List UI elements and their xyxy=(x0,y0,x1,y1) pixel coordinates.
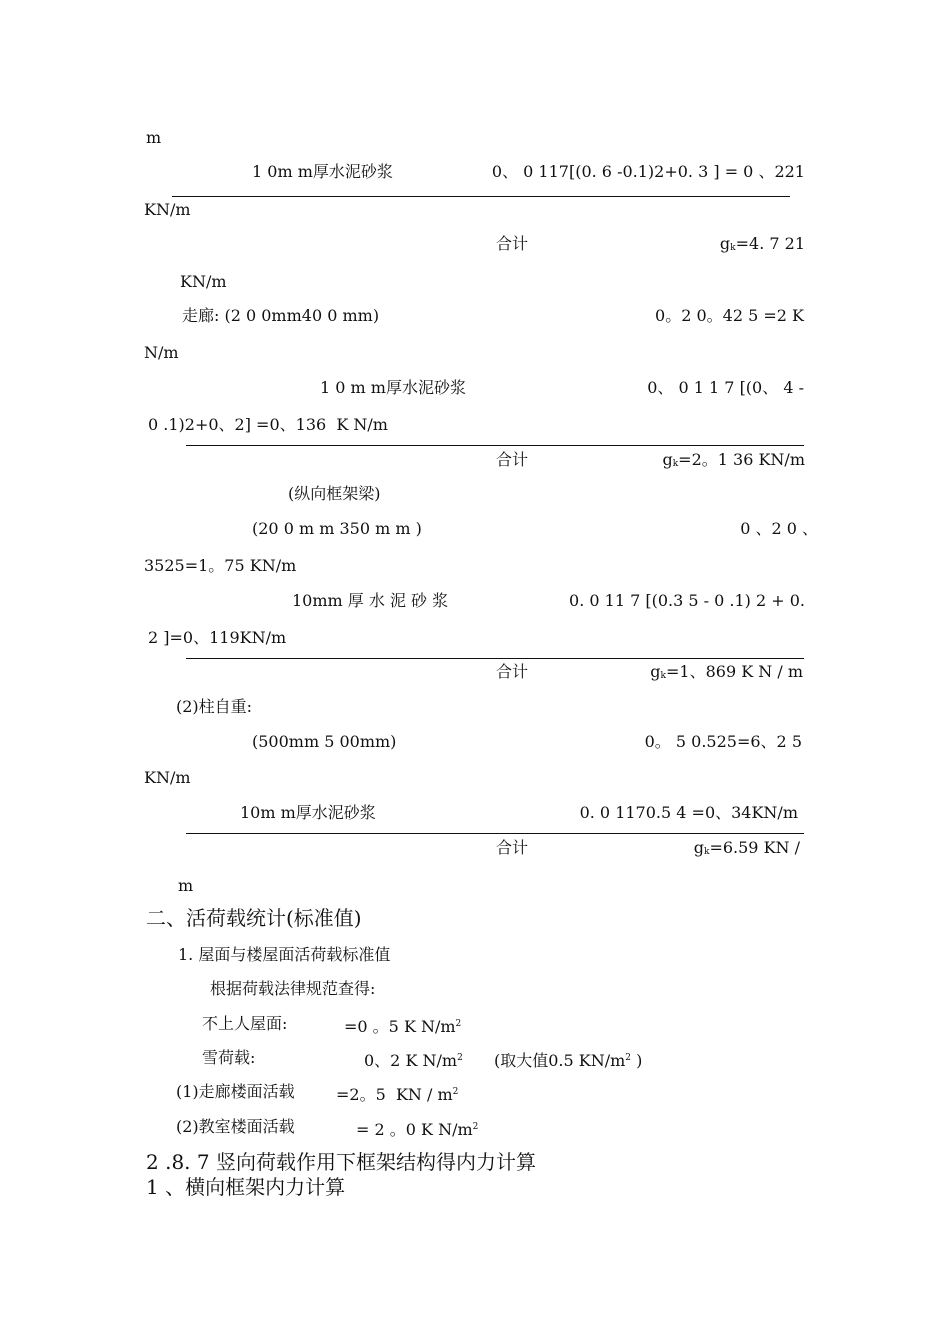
text-line: 2 ]=0、119KN/m xyxy=(148,628,287,647)
total-value: $g_k=1$、869 K N / m xyxy=(650,662,803,681)
section-heading: 二、活荷载统计(标准值) xyxy=(146,906,362,930)
text-line: 1. 屋面与楼屋面活荷载标准值 xyxy=(178,945,391,964)
text-line: (2)柱自重: xyxy=(176,697,253,716)
total-value: $g_k=6.59$ KN / xyxy=(693,838,800,857)
text-line: 雪荷载: xyxy=(202,1048,256,1067)
total-label: 合计 xyxy=(496,838,529,857)
text-line: (1)走廊楼面活载 xyxy=(176,1082,295,1101)
text-line: 1 0 m m厚水泥砂浆 xyxy=(320,378,466,397)
text-line: 0。2 0。42 5 =2 K xyxy=(655,306,804,325)
divider-line xyxy=(186,833,804,834)
text-line: 10mm 厚 水 泥 砂 浆 xyxy=(292,591,449,610)
text-line: =2。5 KN / $m^2$ xyxy=(336,1085,459,1104)
text-line: 0. 0 11 7 [(0.3 5 - 0 .1) 2 + 0. xyxy=(569,591,805,610)
text-line: 1 0m m厚水泥砂浆 xyxy=(252,162,393,181)
text-line: (纵向框架梁) xyxy=(288,484,381,503)
text-line: (500mm 5 00mm) xyxy=(252,732,397,751)
text-line: 0 、2 0 、 xyxy=(740,519,818,538)
text-line: 0、 0 1 1 7 [(0、 4 - xyxy=(647,378,804,397)
total-value: $g_k=4$. 7 21 xyxy=(719,234,805,253)
section-heading: 1 、横向框架内力计算 xyxy=(146,1175,346,1199)
text-line: 0、2 K $N/m^2$ xyxy=(364,1051,463,1070)
divider-line xyxy=(186,445,804,446)
total-label: 合计 xyxy=(496,662,529,681)
text-line: (取大值0.5 $KN/m^2$ ) xyxy=(494,1051,643,1070)
text-line: 0、 0 117[(0. 6 -0.1)2+0. 3 ] = 0 、221 xyxy=(491,162,805,181)
text-line: 0。 5 0.525=6、2 5 xyxy=(644,732,802,751)
text-line: 根据荷载法律规范查得: xyxy=(210,979,376,998)
text-line: KN/m xyxy=(144,768,191,787)
total-label: 合计 xyxy=(496,234,529,253)
total-value: $g_k=2$。1 36 KN/m xyxy=(662,450,805,469)
text-line: (2)教室楼面活载 xyxy=(176,1117,295,1136)
total-label: 合计 xyxy=(496,450,529,469)
text-line: 0 .1)2+0、2] =0、136 K N/m xyxy=(148,415,388,434)
text-line: m xyxy=(146,128,162,147)
text-line: 10m m厚水泥砂浆 xyxy=(240,803,376,822)
section-heading: 2 .8. 7 竖向荷载作用下框架结构得内力计算 xyxy=(146,1150,536,1174)
divider-line xyxy=(186,658,804,659)
text-line: 3525=1。75 KN/m xyxy=(144,556,297,575)
text-line: KN/m xyxy=(144,200,191,219)
text-line: 0. 0 1170.5 4 =0、34KN/m xyxy=(579,803,798,822)
divider-line xyxy=(172,196,790,197)
text-line: = 2 。0 K $N/m^2$ xyxy=(356,1120,479,1139)
text-line: 不上人屋面: xyxy=(202,1014,288,1033)
text-line: N/m xyxy=(144,343,179,362)
text-line: KN/m xyxy=(180,272,227,291)
text-line: m xyxy=(178,876,194,895)
text-line: =0 。5 K $N/m^2$ xyxy=(344,1017,462,1036)
text-line: 走廊: (2 0 0mm40 0 mm) xyxy=(182,306,380,325)
text-line: (20 0 m m 350 m m ) xyxy=(252,519,422,538)
